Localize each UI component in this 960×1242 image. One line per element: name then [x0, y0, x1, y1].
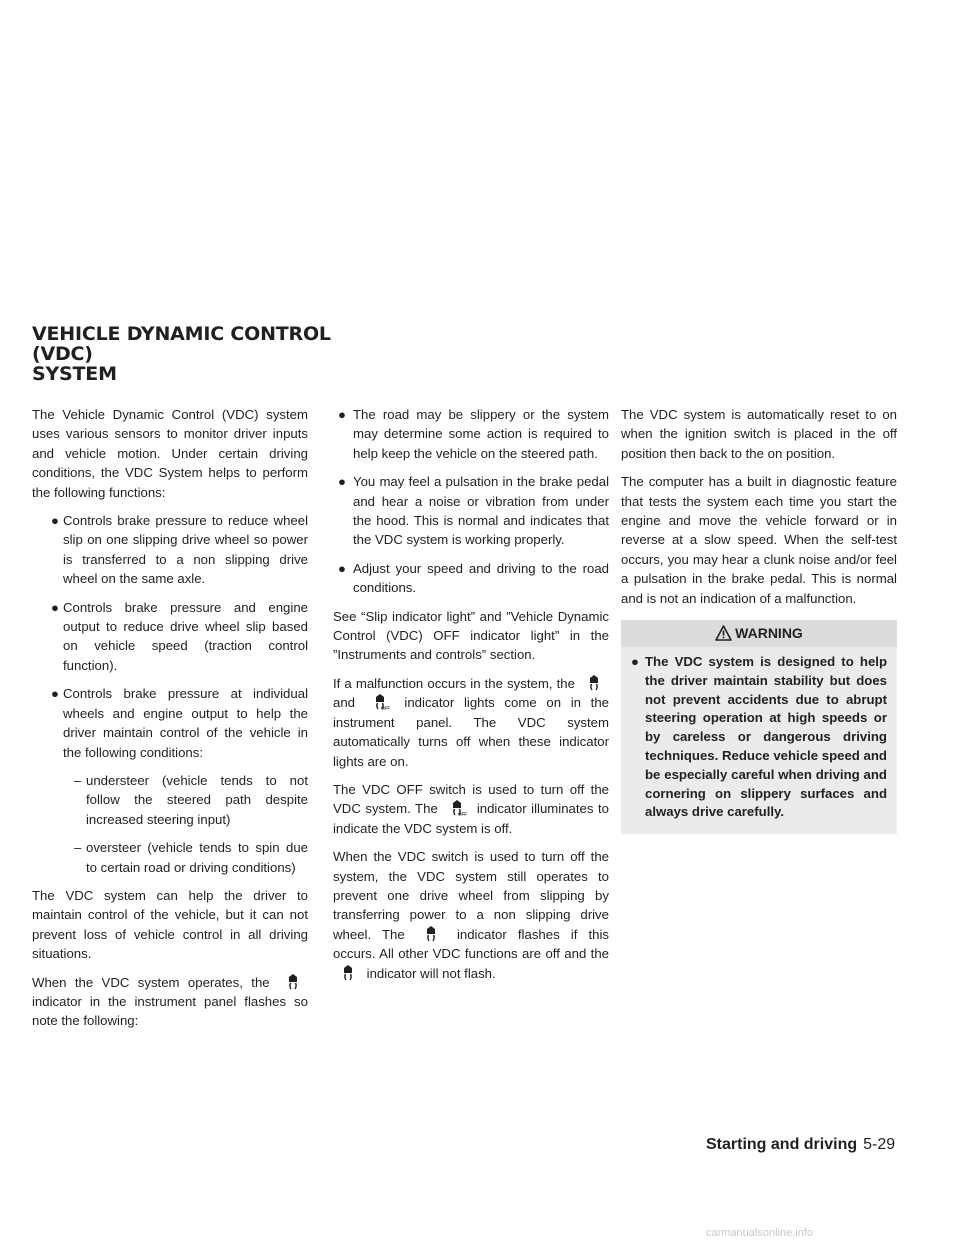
paragraph: The computer has a built in diagnostic feature that tests the system each time you start the engine and move the vehicle forward or in reverse at a slow speed. When the self-test occurs, you may hear a clunk noise and/or feel a pulsation in the brake pedal. This is normal and is not an indication of a malfunction.	[621, 474, 897, 606]
list-item: ● Controls brake pressure to reduce wheel slip on one slipping drive wheel so power is transferred to a non slipping drive wheel on the same axle.	[51, 513, 308, 587]
paragraph: When the VDC system operates, the indicator in the instrument panel flashes so note the following:	[32, 974, 308, 1029]
slip-indicator-icon	[416, 925, 446, 942]
list-item: ● Controls brake pressure at individual wheels and engine output to help the driver maintain control of the vehicle in the following conditions:	[51, 686, 308, 760]
warning-box	[621, 647, 897, 834]
warning-triangle-icon	[715, 623, 732, 650]
paragraph: The VDC system can help the driver to maintain control of the vehicle, but it can not prevent loss of vehicle control in all driving situations.	[32, 887, 308, 962]
paragraph: The VDC OFF switch is used to turn off the VDC system. The OFF indicator illuminates to indicate the VDC system is off.	[333, 781, 609, 836]
vdc-off-indicator-icon	[365, 693, 395, 710]
paragraph: When the VDC switch is used to turn off the system, the VDC system still operates to prevent one drive wheel from slipping by transferring power to a non slipping drive wheel. The indicator flashes if this occurs. All other VDC functions are off and the indicator will not flash.	[333, 849, 609, 981]
sub-list-item: – understeer (vehicle tends to not follow the steered path despite increased steering input)	[74, 772, 308, 827]
column-2	[333, 405, 609, 992]
warning-header: WARNING	[621, 620, 897, 647]
vdc-off-indicator-icon	[442, 799, 472, 816]
sub-list-item: – oversteer (vehicle tends to spin due to certain road or driving conditions)	[74, 840, 308, 875]
column-3	[621, 405, 897, 834]
page-number: 5-29	[863, 1136, 896, 1153]
warning-item: ● The VDC system is designed to help the driver maintain stability but does not prevent accidents due to abrupt steering operation at high speeds or by careless or dangerous driving techniques. Reduce vehicle speed and be especially careful when driving and cornering on slippery surfaces and always drive carefully.	[631, 654, 887, 820]
column-1	[32, 405, 308, 1040]
intro-paragraph: The Vehicle Dynamic Control (VDC) system uses various sensors to monitor driver inputs and vehicle motion. Under certain driving conditions, the VDC System helps to perform the following functions:	[32, 407, 308, 500]
slip-indicator-icon	[579, 674, 609, 691]
slip-indicator-icon	[333, 964, 363, 981]
watermark: carmanualsonline.info	[706, 1227, 814, 1239]
list-item: ● You may feel a pulsation in the brake pedal and hear a noise or vibration from under the hood. This is normal and indicates that the VDC system is working properly.	[338, 474, 609, 548]
svg-text:OFF: OFF	[458, 811, 468, 817]
page-footer	[706, 1135, 928, 1155]
section-heading: VEHICLE DYNAMIC CONTROL (VDC) SYSTEM	[32, 323, 331, 385]
paragraph: If a malfunction occurs in the system, the and OFF indicator lights come on in the instrument panel. The VDC system automatically turns off when these indicator lights are on.	[333, 675, 610, 769]
paragraph: See “Slip indicator light” and ”Vehicle Dynamic Control (VDC) OFF indicator light” in the ”Instruments and controls” section.	[333, 608, 609, 663]
footer-section-title: Starting and driving	[706, 1136, 858, 1153]
list-item: ● The road may be slippery or the system may determine some action is required to help keep the vehicle on the steered path.	[338, 407, 609, 461]
list-item: ● Adjust your speed and driving to the road conditions.	[338, 560, 609, 596]
list-item: ● Controls brake pressure and engine output to reduce drive wheel slip based on vehicle speed (traction control function).	[51, 599, 308, 673]
svg-text:OFF: OFF	[380, 705, 390, 711]
slip-indicator-icon	[278, 973, 308, 990]
paragraph: The VDC system is automatically reset to on when the ignition switch is placed in the off position then back to the on position.	[621, 407, 897, 461]
